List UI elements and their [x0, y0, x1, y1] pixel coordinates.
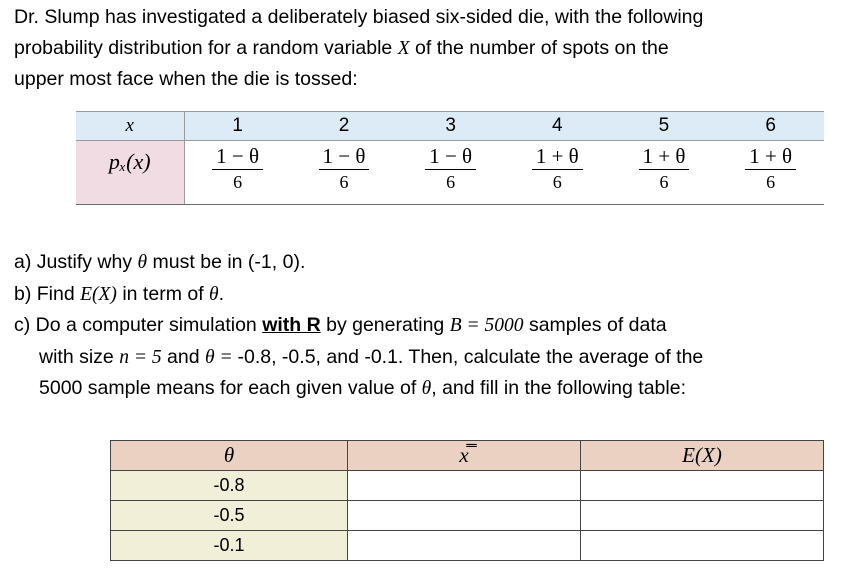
intro-line-3: upper most face when the die is tossed: [14, 68, 358, 90]
pmf-cell-1 [184, 141, 291, 205]
pmf-numerator: 1 − θ [212, 143, 263, 170]
x-value-2: 2 [291, 112, 398, 141]
part-b: b) Find E(X) in term of θ. [14, 282, 225, 305]
xbarbar-cell[interactable] [348, 501, 581, 531]
pmf-fraction [745, 143, 796, 194]
probability-row [76, 141, 824, 205]
expectation-cell[interactable] [581, 531, 824, 561]
simulation-header-row [111, 441, 824, 471]
table-row [111, 501, 824, 531]
pmf-denominator: 6 [233, 172, 243, 192]
intro-line-2: probability distribution for a random variable X of the number of spots on the [14, 37, 669, 59]
pmf-fraction [319, 143, 370, 194]
pmf-numerator: 1 − θ [425, 143, 476, 170]
pmf-numerator: 1 − θ [319, 143, 370, 170]
part-c-line-2: with size n = 5 and θ = -0.8, -0.5, and -0.1. Then, calculate the average of the [39, 345, 704, 368]
xbarbar-cell[interactable] [348, 531, 581, 561]
pmf-denominator: 6 [552, 172, 562, 192]
pmf-cell-4 [504, 141, 611, 205]
pmf-numerator: 1 + θ [532, 143, 583, 170]
pmf-numerator: 1 + θ [745, 143, 796, 170]
x-values-row [76, 112, 824, 141]
pmf-fraction [212, 143, 263, 194]
part-a: a) Justify why θ must be in (-1, 0). [14, 251, 306, 273]
pmf-denominator: 6 [446, 172, 456, 192]
expectation-cell[interactable] [581, 471, 824, 501]
xbarbar-column-header: x̿ [348, 441, 581, 471]
pmf-cell-2 [291, 141, 398, 205]
pmf-fraction [639, 143, 690, 194]
x-value-1: 1 [184, 112, 291, 141]
x-value-4: 4 [504, 112, 611, 141]
pmf-denominator: 6 [766, 172, 776, 192]
pmf-numerator: 1 + θ [639, 143, 690, 170]
theta-column-header: θ [111, 441, 348, 471]
probability-distribution-table [76, 111, 824, 205]
x-header: x [76, 112, 184, 141]
pmf-fraction [425, 143, 476, 194]
expectation-cell[interactable] [581, 501, 824, 531]
theta-value: -0.5 [111, 501, 348, 531]
part-c-line-1: c) Do a computer simulation with R by generating B = 5000 samples of data [14, 314, 667, 336]
pmf-denominator: 6 [659, 172, 669, 192]
theta-value: -0.8 [111, 471, 348, 501]
x-value-3: 3 [397, 112, 504, 141]
x-value-5: 5 [611, 112, 718, 141]
pmf-fraction [532, 143, 583, 194]
pmf-cell-5 [611, 141, 718, 205]
pmf-cell-3 [397, 141, 504, 205]
intro-line-1: Dr. Slump has investigated a deliberately biased six-sided die, with the following [14, 6, 704, 28]
intro-paragraph [14, 2, 844, 95]
pmf-header: pₓ(x) [76, 141, 184, 205]
theta-value: -0.1 [111, 531, 348, 561]
with-r-emphasis: with R [262, 314, 321, 336]
pmf-cell-6 [717, 141, 824, 205]
random-variable-x: X [397, 38, 410, 59]
table-row [111, 531, 824, 561]
expectation-column-header: E(X) [581, 441, 824, 471]
part-c-line-3: 5000 sample means for each given value of θ, and fill in the following table: [39, 377, 686, 399]
xbarbar-cell[interactable] [348, 471, 581, 501]
pmf-denominator: 6 [339, 172, 349, 192]
question-parts [14, 247, 844, 405]
table-row [111, 471, 824, 501]
simulation-results-table [110, 440, 824, 561]
x-value-6: 6 [717, 112, 824, 141]
